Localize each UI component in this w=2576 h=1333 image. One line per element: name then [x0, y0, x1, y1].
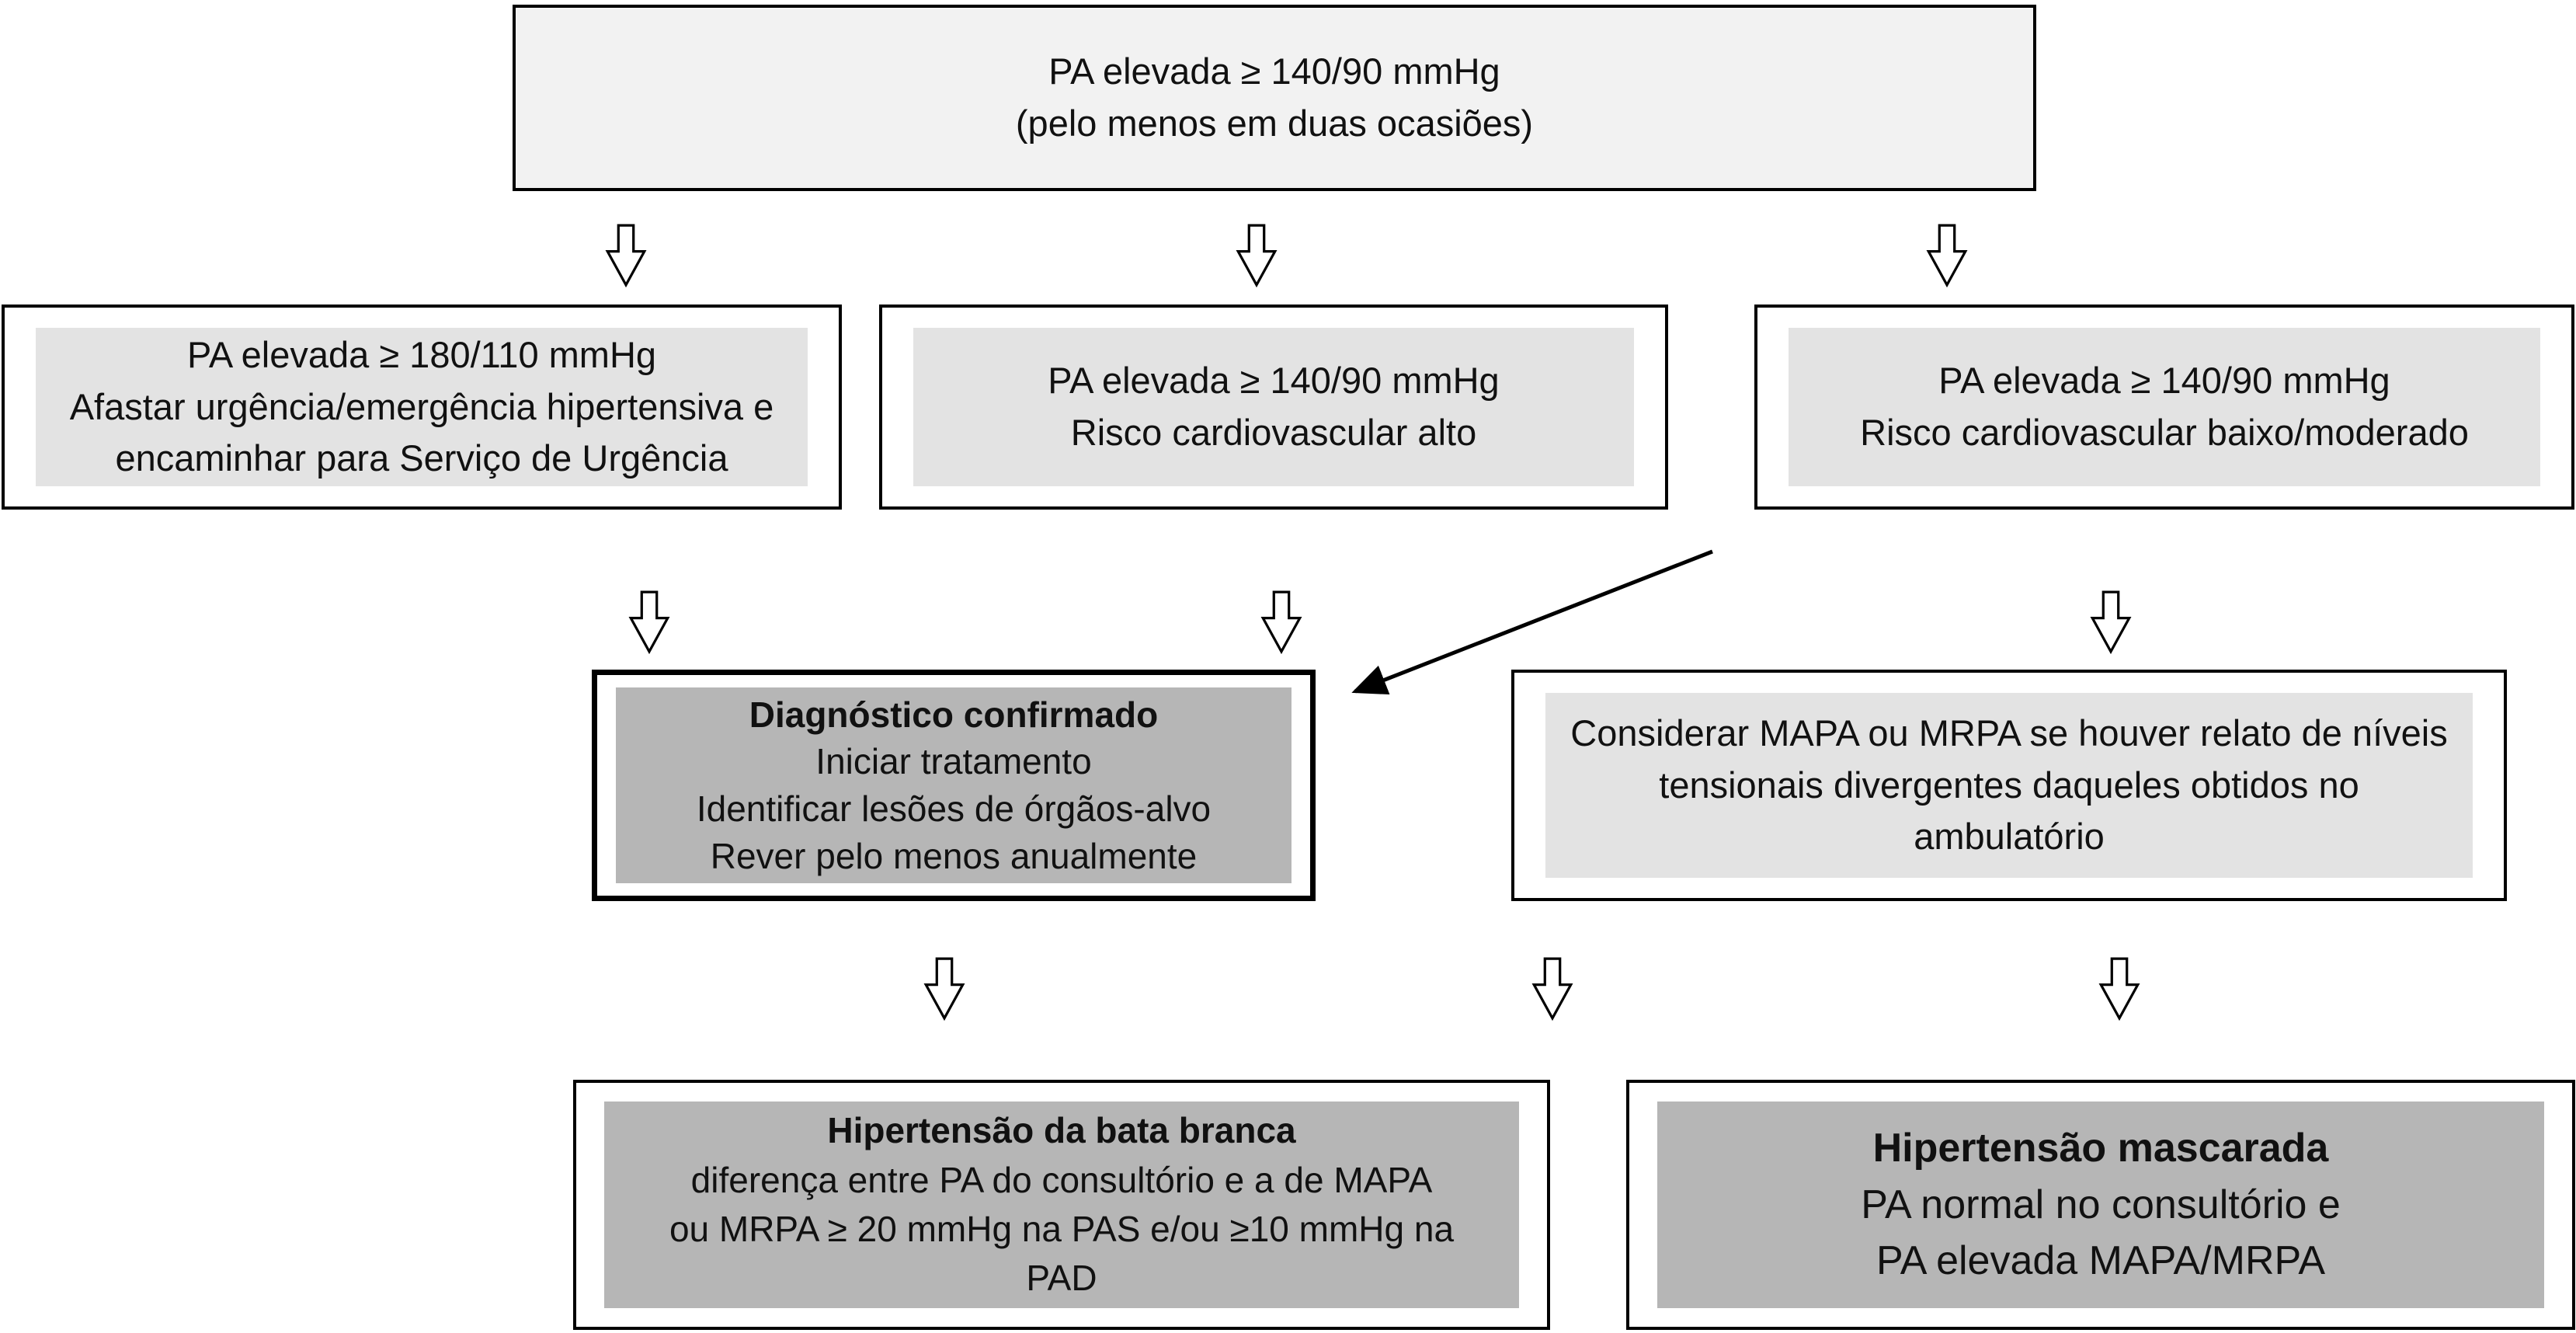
low-moderate-risk-box: [1754, 305, 2574, 510]
consider-mapa-content: [1545, 693, 2473, 878]
confirmed-diagnosis-line: Identificar lesões de órgãos-alvo: [696, 788, 1212, 829]
start-box-line: (pelo menos em duas ocasiões): [1015, 103, 1534, 144]
urgent-referral-line: encaminhar para Serviço de Urgência: [115, 437, 728, 479]
high-risk-box: [879, 305, 1668, 510]
consider-mapa-line: Considerar MAPA ou MRPA se houver relato de níveis: [1570, 712, 2448, 754]
masked-hypertension-content: [1657, 1102, 2544, 1308]
down-arrow-icon: [627, 590, 671, 654]
down-arrow-icon: [604, 224, 648, 287]
low-moderate-risk-line: Risco cardiovascular baixo/moderado: [1860, 412, 2469, 453]
masked-hypertension-box: [1626, 1080, 2575, 1330]
consider-mapa-line: ambulatório: [1914, 816, 2105, 858]
urgent-referral-line: Afastar urgência/emergência hipertensiva e: [69, 385, 774, 427]
high-risk-content: [913, 328, 1634, 486]
urgent-referral-box: [2, 305, 842, 510]
masked-hypertension-title: Hipertensão mascarada: [1872, 1125, 2329, 1171]
consider-mapa-box: [1511, 670, 2507, 901]
confirmed-diagnosis-box: [592, 670, 1316, 901]
start-box-content: [516, 8, 2033, 188]
down-arrow-icon: [1235, 224, 1278, 287]
confirmed-diagnosis-content: [616, 687, 1291, 883]
high-risk-line: Risco cardiovascular alto: [1070, 412, 1477, 453]
white-coat-hypertension-line: diferença entre PA do consultório e a de MAPA: [690, 1159, 1433, 1200]
start-box-line: PA elevada ≥ 140/90 mmHg: [1048, 50, 1500, 92]
low-moderate-risk-line: PA elevada ≥ 140/90 mmHg: [1938, 360, 2390, 402]
start-box: [513, 5, 2036, 191]
white-coat-hypertension-content: [604, 1102, 1519, 1308]
white-coat-hypertension-line: PAD: [1026, 1258, 1097, 1299]
down-arrow-icon: [1260, 590, 1303, 654]
white-coat-hypertension-box: [573, 1080, 1550, 1330]
down-arrow-icon: [2089, 590, 2133, 654]
white-coat-hypertension-line: ou MRPA ≥ 20 mmHg na PAS e/ou ≥10 mmHg na: [669, 1209, 1455, 1249]
masked-hypertension-line: PA elevada MAPA/MRPA: [1876, 1238, 2326, 1284]
low-moderate-risk-content: [1789, 328, 2540, 486]
down-arrow-icon: [2098, 957, 2141, 1021]
masked-hypertension-line: PA normal no consultório e: [1861, 1182, 2341, 1227]
confirmed-diagnosis-line: Rever pelo menos anualmente: [710, 835, 1198, 876]
high-risk-line: PA elevada ≥ 140/90 mmHg: [1048, 360, 1500, 402]
confirmed-diagnosis-title: Diagnóstico confirmado: [749, 694, 1159, 735]
white-coat-hypertension-title: Hipertensão da bata branca: [827, 1110, 1296, 1151]
down-arrow-icon: [1531, 957, 1574, 1021]
urgent-referral-content: [36, 328, 808, 486]
confirmed-diagnosis-line: Iniciar tratamento: [815, 741, 1092, 782]
down-arrow-icon: [1925, 224, 1969, 287]
down-arrow-icon: [923, 957, 966, 1021]
urgent-referral-line: PA elevada ≥ 180/110 mmHg: [186, 333, 657, 375]
consider-mapa-line: tensionais divergentes daqueles obtidos no: [1659, 764, 2359, 806]
